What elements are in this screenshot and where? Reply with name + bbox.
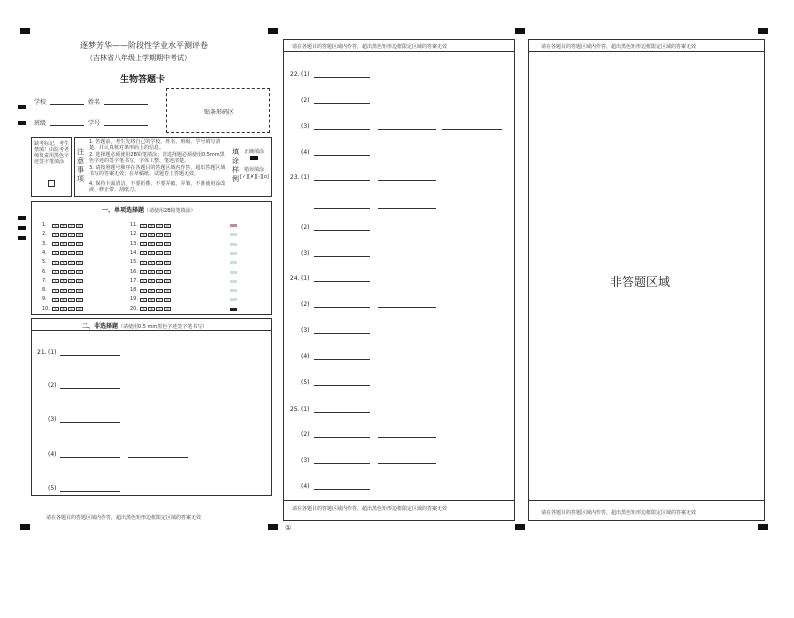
option-row	[52, 242, 84, 248]
row-marker	[230, 252, 237, 255]
choice-bubble[interactable]: C	[68, 233, 75, 237]
panel3-footer-divider	[528, 500, 765, 501]
choice-bubble[interactable]: C	[156, 251, 163, 255]
q24-answer-line[interactable]	[314, 333, 370, 334]
footer-note-1: 请在各题目的答题区域内作答，超出黑色矩形边框限定区域的答案无效	[46, 515, 202, 521]
question-number: 20.	[130, 305, 138, 312]
option-row	[140, 279, 172, 285]
q21-part3-label: (3)	[48, 416, 57, 423]
corner-mark	[268, 524, 278, 530]
q21-part5-label: (5)	[48, 485, 57, 492]
card-title: 生物答题卡	[120, 75, 166, 85]
side-mark	[18, 236, 26, 240]
q24-part-label: (4)	[301, 353, 310, 360]
choice-bubble[interactable]: A	[140, 224, 147, 228]
notes-item-1: 1. 答题前，考生先将自己的学校、姓名、班级、学号填写清楚，并认真核对条形码上的信息。	[89, 139, 221, 151]
question-number: 8.	[42, 287, 47, 294]
question-number: 13.	[130, 240, 138, 247]
choice-bubble[interactable]: A	[52, 279, 59, 283]
option-row	[52, 279, 84, 285]
corner-mark	[758, 28, 768, 34]
option-row	[52, 223, 84, 229]
choice-bubble[interactable]: D	[164, 233, 171, 237]
choice-bubble[interactable]: A	[140, 307, 147, 311]
choice-bubble[interactable]: C	[68, 279, 75, 283]
choice-bubble[interactable]: D	[76, 279, 83, 283]
choice-bubble[interactable]: B	[60, 242, 67, 246]
choice-bubble[interactable]: B	[148, 224, 155, 228]
q23-answer-line[interactable]	[378, 208, 436, 209]
section2-divider	[31, 330, 272, 331]
choice-bubble[interactable]: A	[52, 233, 59, 237]
choice-bubble[interactable]: B	[60, 270, 67, 274]
panel2-header-divider	[283, 51, 515, 52]
page-number: ①	[285, 524, 292, 532]
q23-part-label: (1)	[301, 174, 310, 181]
option-row	[140, 232, 172, 238]
choice-bubble[interactable]: B	[148, 270, 155, 274]
q21-part2-line[interactable]	[60, 388, 120, 389]
choice-bubble[interactable]: D	[76, 242, 83, 246]
class-label: 班级	[34, 120, 47, 127]
choice-bubble[interactable]: A	[140, 251, 147, 255]
notes-item-3: 3. 请按照题号顺序在各题目的答题区域内作答，超出答题区域书写的答案无效；在草稿纸、试题卷上答题无效。	[89, 165, 226, 177]
q25-part-label: (2)	[301, 431, 310, 438]
choice-bubble[interactable]: C	[68, 261, 75, 265]
q21-part1-line[interactable]	[60, 355, 120, 356]
q22-part-label: (4)	[301, 149, 310, 156]
notes-item-4: 4. 保持卡面清洁，不要折叠、不要弄破、弄皱，不准使用涂改液、修正带、刮纸刀。	[89, 181, 226, 193]
q25-answer-line[interactable]	[314, 489, 370, 490]
barcode-label: 贴条形码区	[204, 109, 235, 116]
q24-num: 24.	[290, 275, 300, 282]
choice-bubble[interactable]: B	[148, 251, 155, 255]
option-row	[140, 242, 172, 248]
option-row	[140, 288, 172, 294]
row-marker	[230, 308, 237, 311]
choice-bubble[interactable]: A	[140, 261, 147, 265]
choice-bubble[interactable]: B	[148, 261, 155, 265]
row-marker	[230, 271, 237, 274]
q22-answer-line[interactable]	[314, 155, 370, 156]
choice-bubble[interactable]: D	[76, 233, 83, 237]
q24-part-label: (3)	[301, 327, 310, 334]
corner-mark	[268, 28, 278, 34]
choice-bubble[interactable]: B	[60, 298, 67, 302]
choice-bubble[interactable]: A	[52, 261, 59, 265]
choice-bubble[interactable]: A	[52, 298, 59, 302]
panel3-header-note: 请在各题目的答题区域内作答，超出黑色矩形边框限定区域的答案无效	[541, 44, 697, 50]
choice-bubble[interactable]: B	[148, 298, 155, 302]
choice-bubble[interactable]: B	[148, 307, 155, 311]
notes-item-2: 2. 选择题必须使用2B铅笔填涂；非选择题必须使用0.5mm黑色字迹的签字笔书写，字体工整、笔迹清楚。	[89, 152, 225, 164]
q24-answer-line[interactable]	[314, 385, 370, 386]
non-answer-area-label: 非答题区域	[610, 275, 671, 289]
choice-bubble[interactable]: A	[52, 224, 59, 228]
choice-bubble[interactable]: B	[148, 233, 155, 237]
option-row	[140, 270, 172, 276]
q23-num: 23.	[290, 174, 300, 181]
row-marker	[230, 261, 237, 264]
option-row	[52, 307, 84, 313]
q24-part-label: (1)	[301, 275, 310, 282]
q22-answer-line[interactable]	[314, 129, 370, 130]
option-row	[52, 270, 84, 276]
free-response-section	[31, 318, 272, 496]
section2-hint: （请使用0.5 mm黑色字迹签字笔书写）	[118, 324, 208, 330]
option-row	[52, 232, 84, 238]
q25-part-label: (4)	[301, 483, 310, 490]
row-marker	[230, 224, 237, 227]
q25-num: 25.	[290, 406, 300, 413]
q21-num: 21.	[37, 349, 47, 356]
choice-bubble[interactable]: D	[164, 279, 171, 283]
title-line2: （吉林省八年级上学期期中考试）	[86, 54, 191, 62]
choice-bubble[interactable]: B	[60, 279, 67, 283]
choice-bubble[interactable]: D	[164, 224, 171, 228]
choice-bubble[interactable]: B	[60, 251, 67, 255]
correct-sample	[250, 156, 258, 160]
row-marker	[230, 233, 237, 236]
side-mark	[18, 121, 26, 125]
q23-answer-line[interactable]	[314, 208, 370, 209]
choice-bubble[interactable]: B	[60, 224, 67, 228]
choice-bubble[interactable]: C	[68, 251, 75, 255]
option-row	[52, 251, 84, 257]
name-field[interactable]	[104, 104, 148, 105]
choice-bubble[interactable]: D	[164, 242, 171, 246]
panel3-header-divider	[528, 51, 765, 52]
choice-bubble[interactable]: C	[68, 289, 75, 293]
side-mark	[18, 216, 26, 220]
q22-answer-line[interactable]	[314, 103, 370, 104]
q23-answer-line[interactable]	[314, 256, 370, 257]
absent-checkbox[interactable]	[48, 180, 55, 187]
corner-mark	[515, 524, 525, 530]
section1-title-text: 一、单项选择题	[102, 207, 145, 214]
choice-bubble[interactable]: C	[156, 298, 163, 302]
option-row	[140, 297, 172, 303]
choice-bubble[interactable]: D	[76, 224, 83, 228]
choice-bubble[interactable]: D	[164, 251, 171, 255]
choice-bubble[interactable]: D	[76, 261, 83, 265]
q21-part2-label: (2)	[48, 382, 57, 389]
choice-bubble[interactable]: A	[140, 242, 147, 246]
q22-num: 22.	[290, 71, 300, 78]
name-label: 姓名	[88, 99, 101, 106]
choice-bubble[interactable]: C	[68, 298, 75, 302]
q23-answer-line[interactable]	[314, 230, 370, 231]
choice-bubble[interactable]: A	[140, 289, 147, 293]
section1-hint: （请使用2B铅笔填涂）	[144, 208, 196, 214]
wrong-label: 错误填涂	[244, 167, 265, 173]
choice-bubble[interactable]: C	[156, 242, 163, 246]
option-row	[140, 223, 172, 229]
notes-heading: 注意事项	[77, 148, 84, 183]
question-number: 11.	[130, 222, 138, 228]
option-row	[140, 260, 172, 266]
question-number: 16.	[130, 268, 138, 275]
choice-bubble[interactable]: D	[76, 298, 83, 302]
id-field[interactable]	[104, 125, 148, 126]
q21-part4-line-a[interactable]	[60, 457, 120, 458]
question-number: 19.	[130, 296, 138, 303]
question-number: 12.	[130, 231, 138, 238]
q25-answer-line[interactable]	[378, 437, 436, 438]
id-label: 学号	[88, 120, 101, 127]
choice-bubble[interactable]: B	[148, 242, 155, 246]
side-mark	[18, 226, 26, 230]
school-label: 学校	[34, 99, 47, 106]
q23-answer-line[interactable]	[378, 180, 436, 181]
choice-bubble[interactable]: B	[148, 279, 155, 283]
panel2-footer-divider	[283, 500, 515, 501]
choice-bubble[interactable]: D	[164, 270, 171, 274]
choice-bubble[interactable]: C	[156, 233, 163, 237]
q23-part-label: (2)	[301, 224, 310, 231]
correct-label: 正确填涂	[244, 149, 265, 155]
q24-part-label: (5)	[301, 379, 310, 386]
choice-bubble[interactable]: C	[68, 224, 75, 228]
choice-bubble[interactable]: C	[156, 279, 163, 283]
choice-bubble[interactable]: A	[140, 270, 147, 274]
q21-part1-label: (1)	[48, 349, 57, 356]
row-marker	[230, 298, 237, 301]
q23-answer-line[interactable]	[314, 180, 370, 181]
q21-part5-line[interactable]	[60, 491, 120, 492]
choice-bubble[interactable]: C	[68, 242, 75, 246]
choice-bubble[interactable]: A	[52, 242, 59, 246]
school-field[interactable]	[50, 104, 84, 105]
choice-bubble[interactable]: A	[52, 307, 59, 311]
option-row	[140, 251, 172, 257]
question-number: 6.	[42, 268, 47, 275]
q25-answer-line[interactable]	[314, 412, 370, 413]
choice-bubble[interactable]: B	[148, 289, 155, 293]
q24-part-label: (2)	[301, 301, 310, 308]
q22-answer-line[interactable]	[378, 129, 436, 130]
q25-part-label: (3)	[301, 457, 310, 464]
choice-bubble[interactable]: C	[156, 289, 163, 293]
question-number: 14.	[130, 249, 138, 256]
q21-part3-line[interactable]	[60, 422, 120, 423]
class-field[interactable]	[50, 125, 84, 126]
q21-part4-label: (4)	[48, 451, 57, 458]
choice-bubble[interactable]: B	[60, 289, 67, 293]
q22-answer-line[interactable]	[442, 129, 502, 130]
choice-bubble[interactable]: C	[156, 307, 163, 311]
section2-title-text: 二、非选择题	[82, 323, 119, 330]
choice-bubble[interactable]: D	[164, 261, 171, 265]
choice-bubble[interactable]: D	[76, 251, 83, 255]
q22-part-label: (3)	[301, 123, 310, 130]
section1-title	[102, 205, 196, 214]
choice-bubble[interactable]: C	[156, 261, 163, 265]
choice-bubble[interactable]: A	[52, 251, 59, 255]
q24-answer-line[interactable]	[378, 307, 436, 308]
absent-text: 缺考标记，考生禁填！由监考老师负责用黑色字迹签字笔填涂	[34, 141, 70, 165]
question-number: 2.	[42, 231, 47, 238]
choice-bubble[interactable]: D	[164, 307, 171, 311]
question-number: 5.	[42, 259, 47, 266]
corner-mark	[515, 28, 525, 34]
option-row	[52, 297, 84, 303]
question-number: 7.	[42, 277, 47, 284]
choice-bubble[interactable]: D	[76, 307, 83, 311]
q24-answer-line[interactable]	[314, 359, 370, 360]
section2-title	[82, 321, 207, 330]
choice-bubble[interactable]: C	[156, 270, 163, 274]
question-number: 4.	[42, 249, 47, 256]
choice-bubble[interactable]: A	[52, 270, 59, 274]
q25-part-label: (1)	[301, 406, 310, 413]
choice-bubble[interactable]: D	[164, 298, 171, 302]
q22-part-label: (2)	[301, 97, 310, 104]
question-number: 9.	[42, 296, 47, 303]
row-marker	[230, 289, 237, 292]
fill-heading: 填涂样例	[232, 148, 239, 183]
choice-bubble[interactable]: A	[140, 298, 147, 302]
q24-answer-line[interactable]	[314, 307, 370, 308]
q25-answer-line[interactable]	[314, 463, 370, 464]
question-number: 3.	[42, 240, 47, 247]
question-number: 1.	[42, 222, 47, 228]
choice-bubble[interactable]: B	[60, 307, 67, 311]
choice-bubble[interactable]: B	[60, 233, 67, 237]
choice-bubble[interactable]: D	[76, 270, 83, 274]
choice-bubble[interactable]: B	[60, 261, 67, 265]
q22-answer-line[interactable]	[314, 77, 370, 78]
choice-bubble[interactable]: D	[164, 289, 171, 293]
choice-bubble[interactable]: D	[76, 289, 83, 293]
q22-part-label: (1)	[301, 71, 310, 78]
option-row	[140, 307, 172, 313]
side-mark	[18, 105, 26, 109]
choice-bubble[interactable]: C	[156, 224, 163, 228]
q23-part-label: (3)	[301, 250, 310, 257]
title-line1: 逐梦芳华——阶段性学业水平测评卷	[80, 41, 208, 50]
wrong-sample: [✓][✗][-][o]	[240, 174, 269, 180]
choice-bubble[interactable]: A	[140, 233, 147, 237]
q24-answer-line[interactable]	[314, 281, 370, 282]
choice-bubble[interactable]: C	[68, 307, 75, 311]
footer-note-2: 请在各题目的答题区域内作答，超出黑色矩形边框限定区域的答案无效	[292, 506, 448, 512]
q25-answer-line[interactable]	[378, 463, 436, 464]
q25-answer-line[interactable]	[314, 437, 370, 438]
answer-panel-2	[283, 39, 515, 521]
choice-bubble[interactable]: C	[68, 270, 75, 274]
option-row	[52, 288, 84, 294]
option-row	[52, 260, 84, 266]
footer-note-3: 请在各题目的答题区域内作答，超出黑色矩形边框限定区域的答案无效	[541, 510, 697, 516]
question-number: 15.	[130, 259, 138, 266]
corner-mark	[758, 524, 768, 530]
question-number: 17.	[130, 277, 138, 284]
corner-mark	[20, 28, 30, 34]
q21-part4-line-b[interactable]	[128, 457, 188, 458]
question-number: 18.	[130, 287, 138, 294]
choice-bubble[interactable]: A	[52, 289, 59, 293]
panel2-header-note: 请在各题目的答题区域内作答，超出黑色矩形边框限定区域的答案无效	[292, 44, 448, 50]
row-marker	[230, 243, 237, 246]
corner-mark	[20, 524, 30, 530]
question-number: 10.	[42, 305, 50, 312]
row-marker	[230, 280, 237, 283]
choice-bubble[interactable]: A	[140, 279, 147, 283]
